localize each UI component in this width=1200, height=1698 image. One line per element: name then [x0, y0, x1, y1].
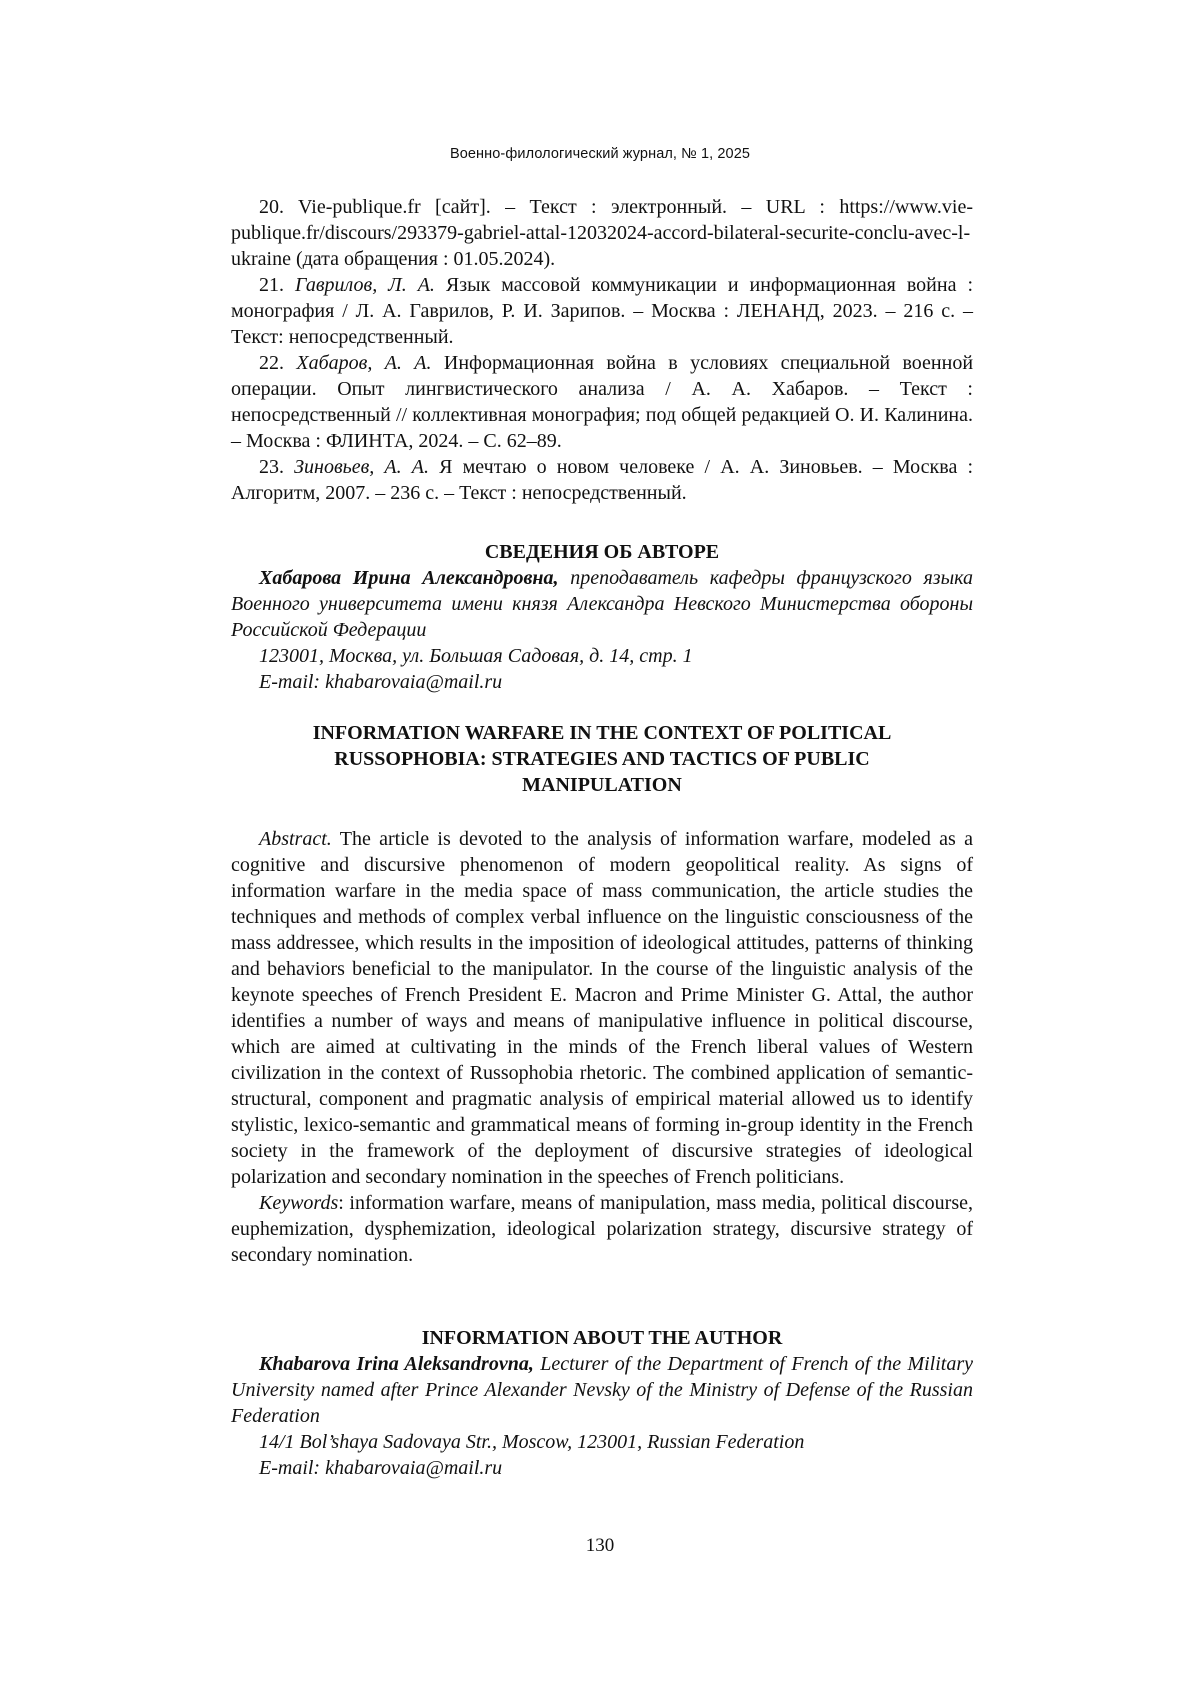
author-position-en: Lecturer of the Department of French of the Military University named after Prince Alexander Nevsky of the Ministry of Defense of the Russian Federation: [231, 1353, 973, 1427]
abstract-text: The article is devoted to the analysis of information warfare, modeled as a cognitive and discursive phenomenon of modern geopolitical reality. As signs of information warfare in the media space of mass communication, the article studies the techniques and methods of complex verbal influence on the linguistic consciousness of the mass addressee, which results in the imposition of ideological attitudes, patterns of thinking and behaviors beneficial to the manipulator. In the course of the linguistic analysis of the keynote speeches of French President E. Macron and Prime Minister G. Attal, the author identifies a number of ways and means of manipulative influence in political discourse, which are aimed at cultivating in the minds of the French liberal values of Western civilization in the context of Russophobia rhetoric. The combined application of semantic-structural, component and pragmatic analysis of empirical material allowed us to identify stylistic, lexico-semantic and grammatical means of forming in-group identity in the French society in the framework of the deployment of discursive strategies of ideological polarization and secondary nomination in the speeches of French politicians.: [231, 828, 974, 1188]
author-info-en: [231, 1325, 973, 1481]
reference-item: [231, 350, 973, 454]
keywords-text: : information warfare, means of manipulation, mass media, political discourse, euphemization, dysphemization, ideological polarization strategy, discursive strategy of secondary nomination.: [231, 1192, 973, 1266]
author-info-ru: [231, 539, 973, 695]
title-line: MANIPULATION: [522, 774, 682, 796]
abstract-paragraph: [231, 826, 973, 1190]
reference-number: 22.: [259, 352, 284, 374]
abstract-section: [231, 826, 973, 1268]
reference-author: Хабаров, А. А.: [296, 352, 432, 374]
reference-item: [231, 272, 973, 350]
author-address-en: 14/1 Bol’shaya Sadovaya Str., Moscow, 123001, Russian Federation: [259, 1431, 805, 1453]
reference-author: Гаврилов, Л. А.: [294, 274, 435, 296]
abstract-label: Abstract.: [259, 828, 332, 850]
keywords-paragraph: [231, 1190, 973, 1268]
reference-item: [231, 454, 973, 506]
reference-item: [231, 194, 973, 272]
author-heading-ru: СВЕДЕНИЯ ОБ АВТОРЕ: [484, 541, 720, 563]
reference-text: Информационная война в условиях специальной военной операции. Опыт лингвистического анализа / А. А. Хабаров. – Текст : непосредственный // коллективная монография; под общей редакцией О. И. Калинина. – Москва : ФЛИНТА, 2024. – С. 62–89.: [231, 352, 974, 452]
reference-list: [231, 194, 973, 506]
page-number: 130: [585, 1535, 615, 1556]
reference-number: 20.: [259, 196, 284, 218]
reference-text: Я мечтаю о новом человеке / А. А. Зиновьев. – Москва : Алгоритм, 2007. – 236 с. – Текст : непосредственный.: [231, 456, 974, 504]
title-line: RUSSOPHOBIA: STRATEGIES AND TACTICS OF PUBLIC: [334, 748, 870, 770]
running-head: Военно-филологический журнал, № 1, 2025: [449, 146, 751, 162]
reference-number: 21.: [259, 274, 284, 296]
author-heading-en: INFORMATION ABOUT THE AUTHOR: [421, 1327, 783, 1349]
title-line: INFORMATION WARFARE IN THE CONTEXT OF POLITICAL: [312, 722, 892, 744]
author-position-ru: преподаватель кафедры французского языка Военного университета имени князя Александра Невского Министерства обороны Российской Федерации: [231, 567, 973, 641]
reference-text: Vie-publique.fr [сайт]. – Текст : электронный. – URL : https://www.vie-publique.fr/discours/293379-gabriel-attal-12032024-accord-bilateral-securite-conclu-avec-l-ukraine (дата обращения : 01.05.2024).: [231, 196, 974, 270]
author-name-en: Khabarova Irina Aleksandrovna,: [259, 1353, 534, 1375]
author-email-en[interactable]: E-mail: khabarovaia@mail.ru: [259, 1457, 503, 1479]
reference-number: 23.: [259, 456, 284, 478]
author-email-ru[interactable]: E-mail: khabarovaia@mail.ru: [259, 671, 503, 693]
author-description-en: [231, 1351, 973, 1429]
keywords-label: Keywords: [259, 1192, 339, 1214]
author-name-ru: Хабарова Ирина Александровна,: [259, 567, 559, 589]
english-title: [231, 720, 973, 798]
reference-text: Язык массовой коммуникации и информационная война : монография / Л. А. Гаврилов, Р. И. Зарипов. – Москва : ЛЕНАНД, 2023. – 216 с. – Текст: непосредственный.: [231, 274, 973, 348]
author-description-ru: [231, 565, 973, 643]
reference-author: Зиновьев, А. А.: [294, 456, 429, 478]
author-address-ru: 123001, Москва, ул. Большая Садовая, д. 14, стр. 1: [259, 645, 693, 667]
